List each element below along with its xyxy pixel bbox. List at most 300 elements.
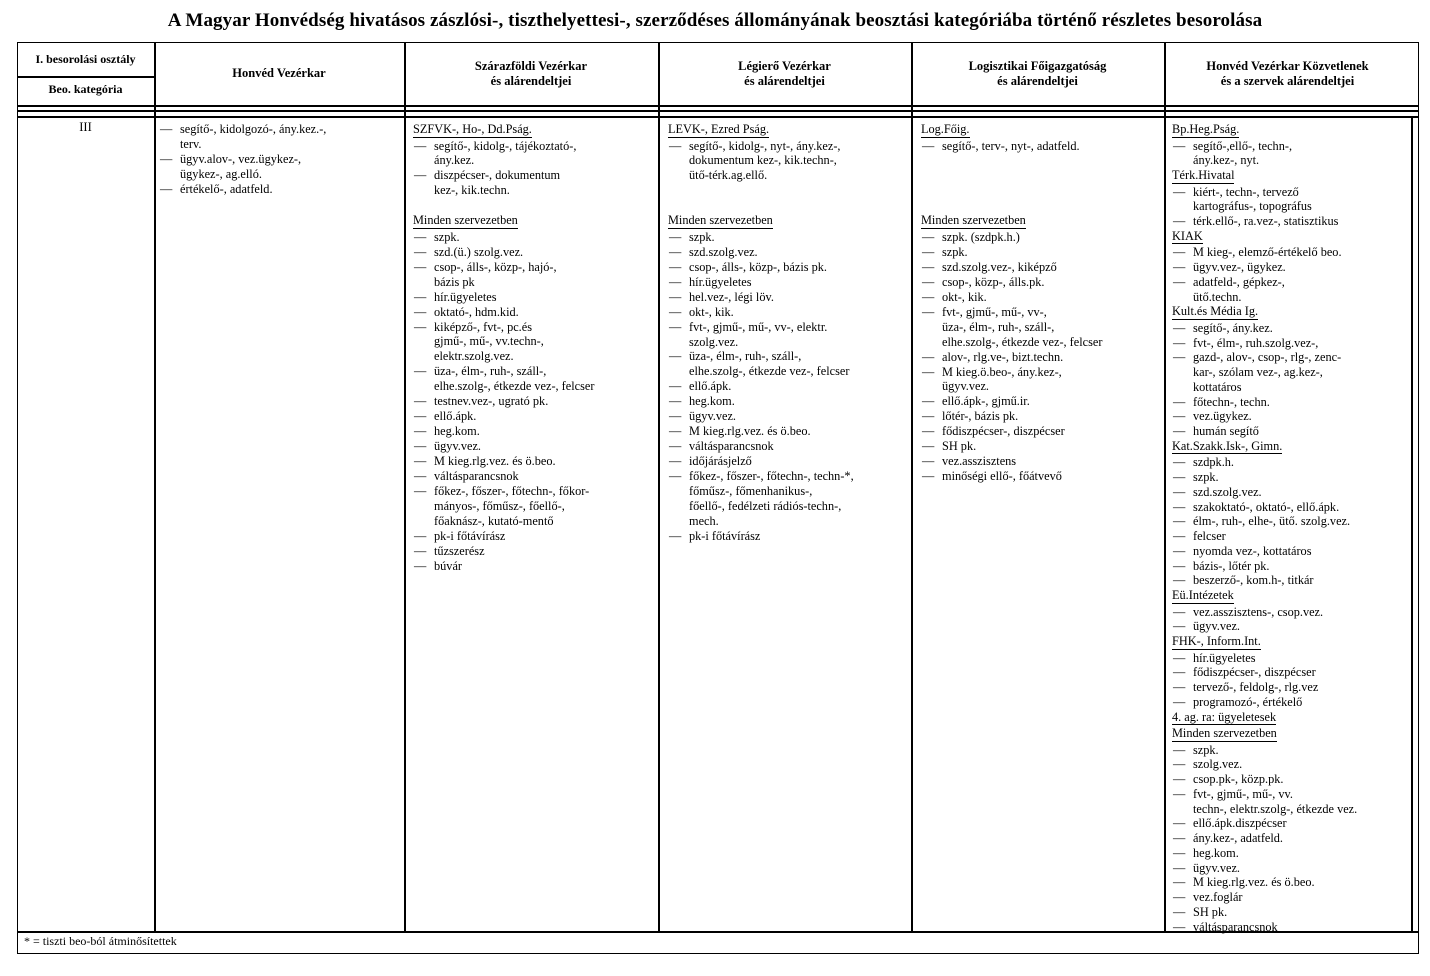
list-item — [1172, 875, 1357, 890]
dash-bullet: — — [414, 168, 427, 183]
list-item-text: váltásparancsnok — [434, 469, 519, 484]
dash-bullet: — — [1173, 904, 1186, 919]
list-item-continuation: elhe.szolg-, étkezde vez-, felcser — [434, 379, 595, 394]
dash-bullet: — — [669, 349, 682, 364]
section-heading — [1172, 710, 1357, 727]
dash-bullet: — — [1173, 499, 1186, 514]
list-item-continuation: ügykez-, ag.elló. — [180, 166, 262, 181]
list-item — [413, 320, 594, 335]
list-item — [921, 424, 1102, 439]
list-item-text: nyomda vez-, kottatáros — [1193, 543, 1312, 558]
header-col-4-line2: és alárendeltjei — [997, 74, 1078, 88]
list-item-text: hír.ügyeletes — [434, 289, 497, 304]
list-item-text: beszerző-, kom.h-, titkár — [1193, 573, 1314, 588]
dash-bullet: — — [1173, 529, 1186, 543]
dash-bullet: — — [669, 274, 682, 289]
list-item-text: ügyv.alov-, vez.ügykez-, — [180, 151, 302, 166]
dash-bullet: — — [1173, 350, 1186, 365]
list-item — [1172, 680, 1357, 695]
list-item — [1172, 544, 1357, 559]
dash-bullet: — — [1173, 484, 1186, 499]
list-item — [1172, 500, 1357, 515]
list-item — [413, 439, 594, 454]
dash-bullet: — — [414, 558, 427, 573]
header-col-4-line1: Logisztikai Főigazgatóság — [968, 59, 1107, 73]
list-item — [1172, 920, 1357, 935]
list-item — [921, 305, 1102, 320]
list-item — [1172, 846, 1357, 861]
list-item — [921, 275, 1102, 290]
spacer — [413, 198, 594, 213]
section-heading — [1172, 588, 1357, 605]
list-item-continuation: ütő-térk.ag.ellő. — [689, 168, 768, 183]
list-item — [1172, 743, 1357, 758]
list-item-text: oktató-, hdm.kid. — [434, 304, 519, 319]
list-item-text: fvt-, gjmű-, mű-, vv-, — [942, 304, 1047, 319]
column-legiero-vezerkar — [668, 122, 854, 544]
list-item — [1172, 890, 1357, 905]
dash-bullet: — — [669, 304, 682, 319]
dash-bullet: — — [160, 181, 173, 196]
dash-bullet: — — [1173, 860, 1186, 875]
list-item-text: lőtér-, bázis pk. — [942, 409, 1019, 424]
column-divider-5 — [1164, 42, 1166, 931]
dash-bullet: — — [1173, 394, 1186, 409]
list-item-text: búvár — [434, 558, 462, 573]
list-item-text: tervező-, feldolg-, rlg.vez — [1193, 680, 1319, 694]
list-item-text: felcser — [1193, 529, 1226, 543]
section-heading — [1172, 726, 1357, 743]
dash-bullet: — — [1173, 831, 1186, 845]
list-item — [668, 439, 854, 454]
header-col-3-line1: Légierő Vezérkar — [738, 59, 831, 73]
list-item-text: SH pk. — [942, 439, 977, 454]
list-item-text: szakoktató-, oktató-, ellő.ápk. — [1193, 499, 1340, 514]
dash-bullet: — — [1173, 138, 1186, 153]
class-label-text: I. besorolási osztály — [35, 52, 136, 66]
list-item-continuation: ány.kez. — [434, 153, 475, 168]
list-item — [668, 245, 854, 260]
list-item — [1172, 185, 1357, 200]
dash-bullet: — — [922, 259, 935, 274]
list-item — [159, 152, 326, 167]
list-item-text: szpk. — [1193, 470, 1219, 484]
section-heading — [1172, 439, 1357, 456]
section-heading-text: SZFVK-, Ho-, Dd.Pság. — [413, 122, 532, 136]
section-heading-text: Térk.Hivatal — [1172, 168, 1235, 182]
dash-bullet: — — [1173, 184, 1186, 199]
list-item-text: kiért-, techn-, tervező — [1193, 184, 1299, 199]
dash-bullet: — — [1173, 335, 1186, 350]
list-item — [921, 139, 1102, 154]
list-item — [1172, 470, 1357, 485]
list-item-text: ellő.ápk. — [434, 409, 477, 424]
list-item-text: pk-i főtávírász — [434, 528, 506, 543]
list-item-continuation: kottatáros — [1193, 379, 1242, 394]
list-item-text: vez.foglár — [1193, 890, 1243, 904]
list-item-text: csop-, álls-, közp-, bázis pk. — [689, 259, 827, 274]
list-item-continuation: techn-, elektr.szolg-, étkezde vez. — [1193, 801, 1358, 816]
column-divider-4 — [911, 42, 913, 931]
section-heading-text: Minden szervezetben — [413, 213, 518, 228]
dash-bullet: — — [1173, 274, 1186, 289]
list-item-text: főkez-, főszer-, főtechn-, főkor- — [434, 484, 590, 499]
dash-bullet: — — [414, 319, 427, 334]
list-item-text: ügyv.vez-, ügykez. — [1193, 260, 1286, 274]
list-item — [668, 409, 854, 424]
list-item-text: fvt-, gjmű-, mű-, vv-, elektr. — [689, 319, 828, 334]
dash-bullet: — — [922, 274, 935, 289]
section-heading — [1172, 304, 1357, 321]
dash-bullet: — — [669, 379, 682, 394]
dash-bullet: — — [1173, 919, 1186, 934]
dash-bullet: — — [922, 424, 935, 439]
header-category-label — [17, 82, 154, 97]
dash-bullet: — — [1173, 619, 1186, 634]
list-item — [1172, 772, 1357, 787]
list-item-text: szdpk.h. — [1193, 455, 1234, 470]
dash-bullet: — — [1173, 245, 1186, 260]
dash-bullet: — — [922, 229, 935, 244]
dash-bullet: — — [414, 424, 427, 439]
list-item-continuation: szolg.vez. — [689, 334, 739, 349]
header-left-divider — [17, 76, 154, 78]
list-item-continuation: elhe.szolg-, étkezde vez-, felcser — [689, 364, 850, 379]
list-item-text: segítő-, kidolg-, nyt-, ány.kez-, — [689, 138, 841, 153]
list-item — [1172, 619, 1357, 634]
dash-bullet: — — [1173, 514, 1186, 529]
dash-bullet: — — [922, 304, 935, 319]
list-item — [413, 394, 594, 409]
list-item-continuation: főműsz-, főmenhanikus-, — [689, 484, 813, 499]
list-item — [413, 139, 594, 154]
list-item — [1172, 529, 1357, 544]
dash-bullet: — — [1173, 650, 1186, 665]
list-item — [668, 275, 854, 290]
spacer — [668, 183, 854, 198]
list-item-text: kiképző-, fvt-, pc.és — [434, 319, 532, 334]
list-item-text: segítő-, ány.kez. — [1193, 320, 1273, 335]
dash-bullet: — — [1173, 604, 1186, 619]
list-item-continuation: bázis pk — [434, 274, 475, 289]
header-col-5 — [1164, 59, 1411, 89]
list-item — [668, 529, 854, 544]
dash-bullet: — — [922, 289, 935, 304]
list-item-text: fvt-, élm-, ruh.szolg.vez-, — [1193, 335, 1319, 350]
spacer — [921, 198, 1102, 213]
column-divider-3 — [658, 42, 660, 931]
list-item — [413, 260, 594, 275]
list-item — [921, 454, 1102, 469]
list-item-text: szpk. — [1193, 742, 1219, 757]
list-item-continuation: dokumentum kez-, kik.techn-, — [689, 153, 837, 168]
list-item-text: szolg.vez. — [1193, 757, 1243, 772]
dash-bullet: — — [414, 439, 427, 454]
column-logisztikai-foigazgatosag — [921, 122, 1102, 484]
list-item — [921, 409, 1102, 424]
list-item-text: heg.kom. — [434, 424, 480, 439]
dash-bullet: — — [1173, 890, 1186, 904]
dash-bullet: — — [414, 454, 427, 469]
header-col-2-line1: Szárazföldi Vezérkar — [474, 59, 588, 73]
list-item-text: SH pk. — [1193, 904, 1228, 919]
list-item-continuation: elektr.szolg.vez. — [434, 349, 514, 364]
list-item-continuation: kar-, szólam vez-, ag.kez-, — [1193, 365, 1323, 379]
list-item-text: humán segítő — [1193, 424, 1259, 438]
header-col-2-line2: és alárendeltjei — [490, 74, 572, 88]
list-item — [1172, 455, 1357, 470]
list-item-text: M kieg-, elemző-értékelő beo. — [1193, 245, 1342, 260]
column-divider-1 — [154, 42, 156, 931]
list-item — [413, 168, 594, 183]
list-item-text: váltásparancsnok — [689, 439, 774, 454]
list-item — [1172, 485, 1357, 500]
page-title: A Magyar Honvédség hivatásos zászlósi-, tiszthelyettesi-, szerződéses állományának beosztási kategóriába történő részletes besorolása — [167, 10, 1263, 31]
dash-bullet: — — [414, 409, 427, 424]
spacer — [668, 198, 854, 213]
dash-bullet: — — [1173, 558, 1186, 573]
body-top-line — [17, 116, 1419, 118]
list-item — [668, 320, 854, 335]
column-divider-2 — [404, 42, 406, 931]
section-heading — [668, 213, 854, 230]
dash-bullet: — — [1173, 214, 1186, 228]
dash-bullet: — — [669, 259, 682, 274]
list-item-text: adatfeld-, gépkez-, — [1193, 274, 1285, 289]
list-item — [668, 139, 854, 154]
list-item-text: heg.kom. — [1193, 845, 1239, 860]
list-item — [1172, 816, 1357, 831]
list-item — [1172, 321, 1357, 336]
list-item — [921, 365, 1102, 380]
dash-bullet: — — [1173, 260, 1186, 274]
list-item-text: üza-, élm-, ruh-, száll-, — [434, 364, 547, 379]
list-item-continuation: gjmű-, mű-, vv.techn-, — [434, 334, 544, 349]
spacer — [921, 168, 1102, 183]
dash-bullet: — — [1173, 680, 1186, 694]
section-heading — [413, 122, 594, 139]
section-heading — [1172, 168, 1357, 185]
dash-bullet: — — [1173, 470, 1186, 484]
dash-bullet: — — [1173, 772, 1186, 786]
list-item — [1172, 245, 1357, 260]
section-heading-text: KIAK — [1172, 228, 1203, 243]
dash-bullet: — — [414, 484, 427, 499]
list-item-text: szd.szolg.vez-, kiképző — [942, 259, 1057, 274]
list-item-text: szpk. — [689, 229, 715, 244]
list-item — [1172, 139, 1357, 154]
list-item-text: szpk. — [434, 229, 460, 244]
list-item — [413, 305, 594, 320]
dash-bullet: — — [669, 439, 682, 454]
list-item-text: programozó-, értékelő — [1193, 694, 1303, 709]
list-item — [413, 454, 594, 469]
list-item-text: szpk. (szdpk.h.) — [942, 229, 1020, 244]
list-item — [668, 454, 854, 469]
dash-bullet: — — [1173, 543, 1186, 558]
list-item-continuation: kez-, kik.techn. — [434, 183, 510, 198]
list-item — [1172, 757, 1357, 772]
list-item-text: alov-, rlg.ve-, bizt.techn. — [942, 349, 1064, 364]
list-item-text: pk-i főtávírász — [689, 528, 761, 543]
list-item-text: heg.kom. — [689, 394, 735, 409]
list-item — [1172, 665, 1357, 680]
list-item — [1172, 605, 1357, 620]
list-item — [159, 122, 326, 137]
list-item-continuation: üza-, élm-, ruh-, száll-, — [942, 319, 1055, 334]
list-item-text: szd.(ü.) szolg.vez. — [434, 244, 524, 259]
list-item-text: élm-, ruh-, elhe-, ütő. szolg.vez. — [1193, 514, 1351, 529]
dash-bullet: — — [922, 244, 935, 259]
list-item — [1172, 409, 1357, 424]
list-item — [921, 350, 1102, 365]
list-item — [413, 230, 594, 245]
list-item — [1172, 395, 1357, 410]
list-item-text: csop-, álls-, közp-, hajó-, — [434, 259, 557, 274]
dash-bullet: — — [922, 439, 935, 454]
list-item-text: váltásparancsnok — [1193, 919, 1278, 934]
list-item — [668, 469, 854, 484]
list-item — [1172, 336, 1357, 351]
section-heading — [1172, 122, 1357, 139]
list-item — [1172, 260, 1357, 275]
dash-bullet: — — [1173, 786, 1186, 801]
dash-bullet: — — [414, 469, 427, 484]
section-heading-text: Kat.Szakk.Isk-, Gimn. — [1172, 438, 1283, 453]
list-item — [668, 305, 854, 320]
dash-bullet: — — [922, 394, 935, 409]
list-item-continuation: főellő-, fedélzeti rádiós-techn-, — [689, 499, 842, 514]
section-heading-text: LEVK-, Ezred Pság. — [668, 122, 770, 136]
list-item — [413, 544, 594, 559]
section-heading-text: Minden szervezetben — [668, 213, 773, 228]
list-item — [413, 484, 594, 499]
section-heading — [668, 122, 854, 139]
list-item-text: ügyv.vez. — [1193, 860, 1241, 875]
list-item-text: vez.asszisztens-, csop.vez. — [1193, 604, 1324, 619]
category-label-text: Beo. kategória — [48, 82, 123, 96]
dash-bullet: — — [669, 289, 682, 304]
list-item-text: csop.pk-, közp.pk. — [1193, 772, 1284, 786]
list-item-text: tűzszerész — [434, 543, 485, 558]
list-item-text: ellő.ápk-, gjmű.ir. — [942, 394, 1030, 409]
dash-bullet: — — [414, 138, 427, 153]
dash-bullet: — — [922, 349, 935, 364]
list-item-text: fődiszpécser-, diszpécser — [942, 424, 1065, 439]
section-heading-text: Kult.és Média Ig. — [1172, 304, 1259, 319]
header-col-2 — [404, 59, 658, 89]
list-item-text: vez.ügykez. — [1193, 409, 1252, 424]
dash-bullet: — — [414, 289, 427, 304]
list-item — [413, 245, 594, 260]
list-item-text: csop-, közp-, álls.pk. — [942, 274, 1045, 289]
list-item — [668, 379, 854, 394]
list-item — [413, 469, 594, 484]
column-szarazfoldi-vezerkar — [413, 122, 594, 574]
list-item — [921, 245, 1102, 260]
list-item-text: szd.szolg.vez. — [1193, 484, 1262, 499]
dash-bullet: — — [1173, 816, 1186, 831]
list-item — [413, 529, 594, 544]
section-heading-text: FHK-, Inform.Int. — [1172, 634, 1261, 648]
dash-bullet: — — [414, 394, 427, 409]
dash-bullet: — — [922, 454, 935, 469]
section-heading-text: Minden szervezetben — [1172, 726, 1277, 740]
list-item — [1172, 695, 1357, 710]
list-item — [413, 559, 594, 574]
dash-bullet: — — [1173, 665, 1186, 680]
list-item — [921, 290, 1102, 305]
list-item — [413, 290, 594, 305]
dash-bullet: — — [1173, 875, 1186, 890]
list-item — [668, 230, 854, 245]
list-item-text: diszpécser-, dokumentum — [434, 168, 561, 183]
list-item — [1172, 275, 1357, 290]
list-item — [413, 364, 594, 379]
list-item — [1172, 861, 1357, 876]
dash-bullet: — — [669, 469, 682, 484]
list-item-text: M kieg.ö.beo-, ány.kez-, — [942, 364, 1062, 379]
header-class-label — [17, 52, 154, 67]
list-item — [921, 439, 1102, 454]
list-item — [1172, 831, 1357, 846]
dash-bullet: — — [1173, 694, 1186, 709]
dash-bullet: — — [1173, 455, 1186, 470]
dash-bullet: — — [1173, 320, 1186, 335]
list-item — [1172, 424, 1357, 439]
section-heading — [921, 213, 1102, 230]
section-heading-text: 4. ag. ra: ügyeletesek — [1172, 709, 1277, 724]
dash-bullet: — — [414, 528, 427, 543]
list-item — [668, 260, 854, 275]
list-item-text: minőségi ellő-, főátvevő — [942, 469, 1062, 484]
dash-bullet: — — [160, 151, 173, 166]
dash-bullet: — — [669, 229, 682, 244]
list-item-text: ügyv.vez. — [1193, 619, 1241, 634]
header-col-1 — [154, 66, 404, 81]
section-heading-text: Log.Főig. — [921, 122, 970, 136]
list-item-text: szpk. — [942, 244, 968, 259]
dash-bullet: — — [669, 319, 682, 334]
dash-bullet: — — [1173, 424, 1186, 438]
list-item — [1172, 350, 1357, 365]
dash-bullet: — — [669, 424, 682, 439]
list-item — [921, 469, 1102, 484]
list-item-continuation: mech. — [689, 513, 719, 528]
list-item — [1172, 573, 1357, 588]
list-item-text: segítő-, terv-, nyt-, adatfeld. — [942, 138, 1080, 153]
section-heading — [921, 122, 1102, 139]
list-item-text: ány.kez-, adatfeld. — [1193, 831, 1284, 845]
list-item-continuation: terv. — [180, 136, 202, 151]
list-item — [668, 349, 854, 364]
dash-bullet: — — [414, 229, 427, 244]
section-heading — [1172, 634, 1357, 651]
dash-bullet: — — [414, 364, 427, 379]
list-item — [921, 394, 1102, 409]
list-item — [921, 230, 1102, 245]
header-divider — [17, 105, 1419, 107]
dash-bullet: — — [414, 543, 427, 558]
column-hvk-kozvetlenek — [1172, 122, 1357, 934]
dash-bullet: — — [669, 454, 682, 469]
list-item — [668, 394, 854, 409]
dash-bullet: — — [669, 409, 682, 424]
list-item — [1172, 787, 1357, 802]
section-heading-text: Bp.Heg.Pság. — [1172, 122, 1240, 136]
list-item-text: hír.ügyeletes — [1193, 650, 1256, 665]
list-item-text: üza-, élm-, ruh-, száll-, — [689, 349, 802, 364]
